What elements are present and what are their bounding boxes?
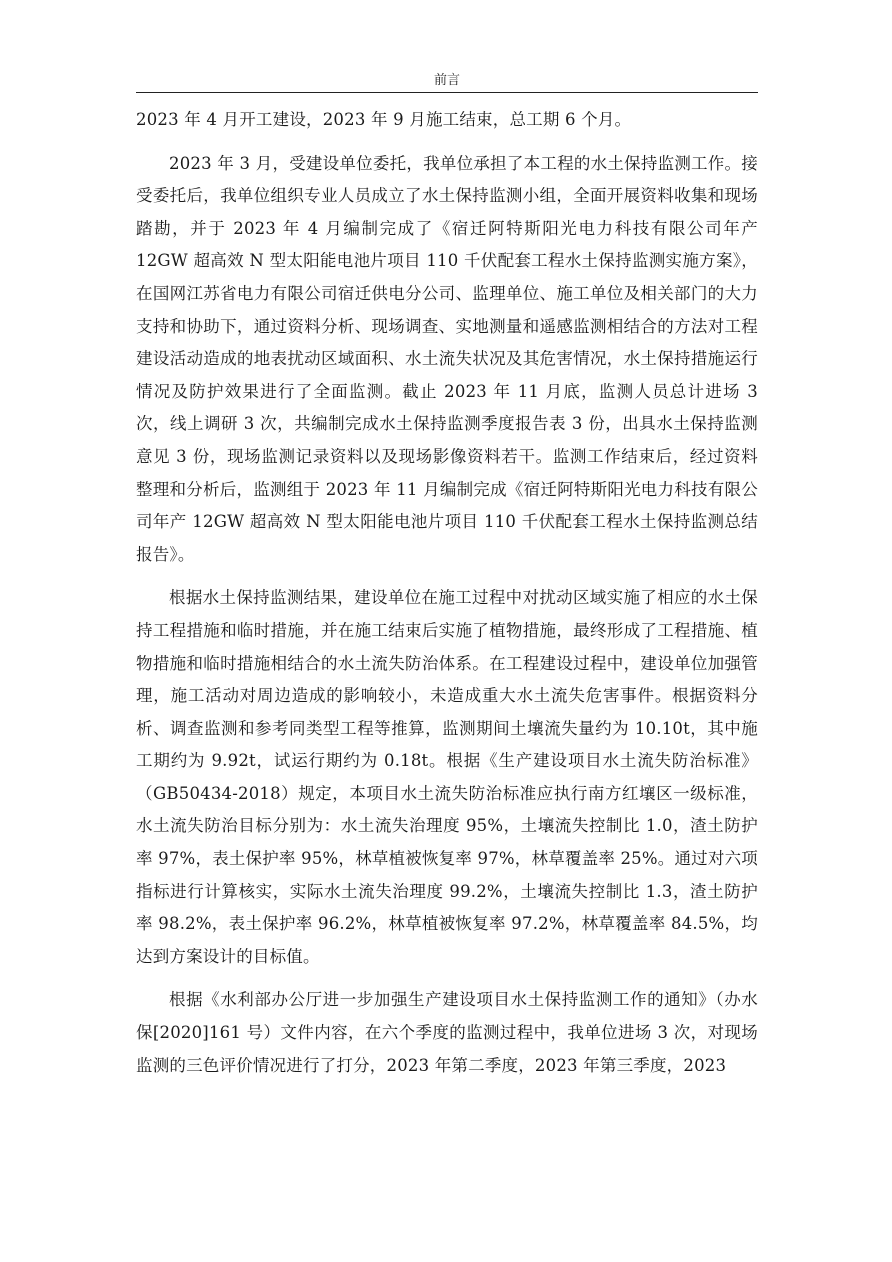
paragraph-1: 2023 年 4 月开工建设，2023 年 9 月施工结束，总工期 6 个月。 xyxy=(136,110,632,129)
paragraph-3: 根据水土保持监测结果，建设单位在施工过程中对扰动区域实施了相应的水土保持工程措施和临时措施，并在施工结束后实施了植物措施，最终形成了工程措施、植物措施和临时措施相结合的水土流失防治体系。在工程建设过程中，建设单位加强管理，施工活动对周边造成的影响较小，未造成重大水土流失危害事件。根据资料分析、调查监测和参考同类型工程等推算，监测期间土壤流失量约为 10.10t，其中施工期约为 9.92t，试运行期约为 0.18t。根据《生产建设项目水土流失防治标准》（GB50434-2018）规定，本项目水土流失防治标准应执行南方红壤区一级标准，水土流失防治目标分别为：水土流失治理度 95%，土壤流失控制比 1.0，渣土防护率 97%，表土保护率 95%，林草植被恢复率 97%，林草覆盖率 25%。通过对六项指标进行计算核实，实际水土流失治理度 99.2%，土壤流失控制比 1.3，渣土防护率 98.2%，表土保护率 96.2%，林草植被恢复率 97.2%，林草覆盖率 84.5%，均达到方案设计的目标值。 xyxy=(136,588,758,966)
body-text xyxy=(136,104,758,1082)
page-header-title: 前言 xyxy=(433,73,460,88)
paragraph-4: 根据《水利部办公厅进一步加强生产建设项目水土保持监测工作的通知》（办水保[2020]161 号）文件内容，在六个季度的监测过程中，我单位进场 3 次，对现场监测的三色评价情况进行了打分，2023 年第二季度，2023 年第三季度，2023 xyxy=(136,990,758,1075)
paragraph-2: 2023 年 3 月，受建设单位委托，我单位承担了本工程的水土保持监测工作。接受委托后，我单位组织专业人员成立了水土保持监测小组，全面开展资料收集和现场踏勘，并于 2023 年 4 月编制完成了《宿迁阿特斯阳光电力科技有限公司年产 12GW 超高效 N 型太阳能电池片项目 110 千伏配套工程水土保持监测实施方案》，在国网江苏省电力有限公司宿迁供电分公司、监理单位、施工单位及相关部门的大力支持和协助下，通过资料分析、现场调查、实地测量和遥感监测相结合的方法对工程建设活动造成的地表扰动区域面积、水土流失状况及其危害情况，水土保持措施运行情况及防护效果进行了全面监测。截止 2023 年 11 月底，监测人员总计进场 3 次，线上调研 3 次，共编制完成水土保持监测季度报告表 3 份，出具水土保持监测意见 3 份，现场监测记录资料以及现场影像资料若干。监测工作结束后，经过资料整理和分析后，监测组于 2023 年 11 月编制完成《宿迁阿特斯阳光电力科技有限公司年产 12GW 超高效 N 型太阳能电池片项目 110 千伏配套工程水土保持监测总结报告》。 xyxy=(136,153,758,564)
header-divider xyxy=(136,92,758,93)
